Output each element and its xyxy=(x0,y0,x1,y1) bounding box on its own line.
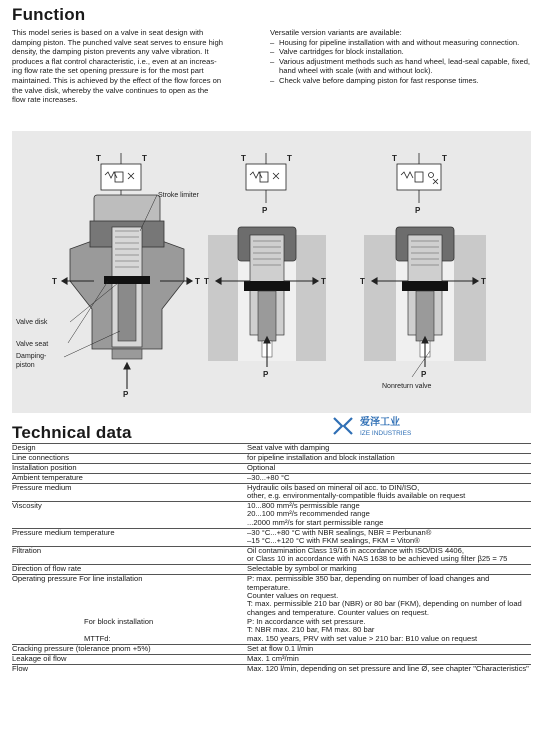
variant-item: – Valve cartridges for block installation. xyxy=(270,47,532,57)
row-label: Direction of flow rate xyxy=(12,564,82,574)
row-value: Selectable by symbol or marking xyxy=(247,564,357,574)
row-value: P: max. permissible 350 bar, depending on number of load changes and temperature. Counter values on request. T: max. permissible 210 bar (NBR) or 80 bar (FKM), depending on number of load changes and temperature. Counter values on request. xyxy=(247,574,522,617)
valve-sectional-figure xyxy=(12,131,531,413)
v2-port-t-right: T xyxy=(321,277,326,286)
v3-port-t-left: T xyxy=(360,277,365,286)
row-label: Pressure medium xyxy=(12,482,72,492)
label-damping-1: Damping- xyxy=(16,353,47,360)
sym2-port-t-right: T xyxy=(287,154,292,163)
v1-port-t-left: T xyxy=(52,277,57,286)
label-damping-2: piston xyxy=(16,362,35,369)
logo-mark-icon xyxy=(334,418,352,434)
table-row xyxy=(12,444,531,454)
v1-port-t-right: T xyxy=(195,277,200,286)
row-value: Hydraulic oils based on mineral oil acc. to DIN/ISO, other, e.g. environmentally-compatible fluids available on request xyxy=(247,482,466,501)
table-row xyxy=(12,453,531,463)
row-label: Pressure medium temperature xyxy=(12,527,115,537)
intro-line: ing flow rate the set opening pressure is for the most part xyxy=(12,66,204,76)
v1-port-p: P xyxy=(123,390,129,399)
variant-item: – Various adjustment methods such as hand wheel, lead-seal capable, fixed, hand wheel with scale (with and without lock). xyxy=(270,57,532,76)
row-value: max. 150 years, PRV with set value > 210 bar: B10 value on request xyxy=(247,634,478,644)
table-row xyxy=(12,463,531,473)
intro-line: This model series is based on a valve in seat design with xyxy=(12,28,204,37)
intro-line: the valve disk, whereby the valve continues to open as the xyxy=(12,85,209,95)
table-row xyxy=(12,528,531,546)
table-row xyxy=(12,565,531,575)
row-label: Ambient temperature xyxy=(12,472,83,482)
intro-line: produces a flat control characteristic, i.e., even at an increas- xyxy=(12,56,217,66)
table-row xyxy=(12,546,531,564)
intro-line: density, the damping piston prevents any valve vibration. It xyxy=(12,47,209,57)
hydraulic-symbol-3 xyxy=(397,153,441,203)
row-label: Leakage oil flow xyxy=(12,653,67,663)
v2-port-t-left: T xyxy=(204,277,209,286)
row-label: MTTFd: xyxy=(84,634,111,644)
row-value: Set at flow 0.1 l/min xyxy=(247,643,314,653)
table-row xyxy=(12,575,531,618)
logo-cn: 爱泽工业 xyxy=(360,417,400,428)
row-label: Flow xyxy=(12,663,29,673)
row-value: for pipeline installation and block installation xyxy=(247,452,395,462)
sym1-port-t-right: T xyxy=(142,154,147,163)
logo-en: IZE INDUSTRIES xyxy=(360,430,412,437)
technical-title: Technical data xyxy=(12,423,132,442)
row-label: For block installation xyxy=(84,616,154,626)
v3-port-p: P xyxy=(421,370,427,379)
row-value: Seat valve with damping xyxy=(247,443,330,452)
variants-block xyxy=(270,28,532,86)
row-label: Line connections xyxy=(12,452,69,462)
intro-line: damping piston. The punched valve seat serves to ensure high xyxy=(12,37,223,47)
label-stroke-limiter: Stroke limiter xyxy=(158,192,199,199)
table-row xyxy=(12,664,531,673)
table-row xyxy=(12,501,531,528)
row-label: Filtration xyxy=(12,545,42,555)
label-valve-seat: Valve seat xyxy=(16,341,49,348)
technical-data-table xyxy=(12,443,531,674)
row-value: 10...800 mm²/s permissible range 20...100 mm²/s recommended range ...2000 mm²/s for start permissible range xyxy=(247,500,384,527)
table-row xyxy=(12,644,531,654)
row-value: P: In accordance with set pressure. T: NBR max. 210 bar, FM max. 80 bar xyxy=(247,616,375,635)
row-label: Operating pressure For line installation xyxy=(12,574,143,584)
sym2-port-p: P xyxy=(262,206,268,215)
intro-line: maintained. This is achieved by the effect of the flow forces on xyxy=(12,75,222,85)
company-logo xyxy=(330,414,530,438)
row-value: Max. 120 l/min, depending on set pressure and line Ø, see chapter "Characteristics" xyxy=(247,663,529,673)
hydraulic-symbol-2 xyxy=(246,153,286,203)
row-label: Viscosity xyxy=(12,500,42,510)
row-label: Cracking pressure (tolerance pnom +5%) xyxy=(12,643,151,653)
variant-item: – Check valve before damping piston for fast response times. xyxy=(270,76,532,86)
row-value: –30...+80 °C xyxy=(247,472,290,482)
sym3-port-p: P xyxy=(415,206,421,215)
label-nonreturn-valve: Nonreturn valve xyxy=(382,383,432,390)
sym1-port-t-left: T xyxy=(96,154,101,163)
table-row xyxy=(12,654,531,664)
table-row xyxy=(12,618,531,635)
variants-list xyxy=(270,38,532,86)
valve-section-1 xyxy=(70,195,184,359)
function-intro xyxy=(12,28,264,105)
sym3-port-t-right: T xyxy=(442,154,447,163)
row-value: Max. 1 cm³/min xyxy=(247,653,299,663)
label-valve-disk: Valve disk xyxy=(16,319,48,326)
row-label: Installation position xyxy=(12,462,77,472)
sym3-port-t-left: T xyxy=(392,154,397,163)
variants-heading: Versatile version variants are available: xyxy=(270,28,402,37)
row-value: Optional xyxy=(247,462,276,472)
row-value: –30 °C...+80 °C with NBR sealings, NBR = Perbunan® –15 °C...+120 °C with FKM sealings, FKM = Viton® xyxy=(247,527,432,546)
function-title: Function xyxy=(12,5,86,24)
intro-line: flow rate increases. xyxy=(12,95,78,105)
v3-port-t-right: T xyxy=(481,277,486,286)
table-row xyxy=(12,483,531,501)
variant-item: – Housing for pipeline installation with and without measuring connection. xyxy=(270,38,532,48)
row-value: Oil contamination Class 19/16 in accordance with ISO/DIS 4406, or Class 10 in accordance with NAS 1638 to be achieved using filter β25 = 75 xyxy=(247,545,508,564)
row-label: Design xyxy=(12,443,36,452)
sym2-port-t-left: T xyxy=(241,154,246,163)
v2-port-p: P xyxy=(263,370,269,379)
table-row xyxy=(12,473,531,483)
